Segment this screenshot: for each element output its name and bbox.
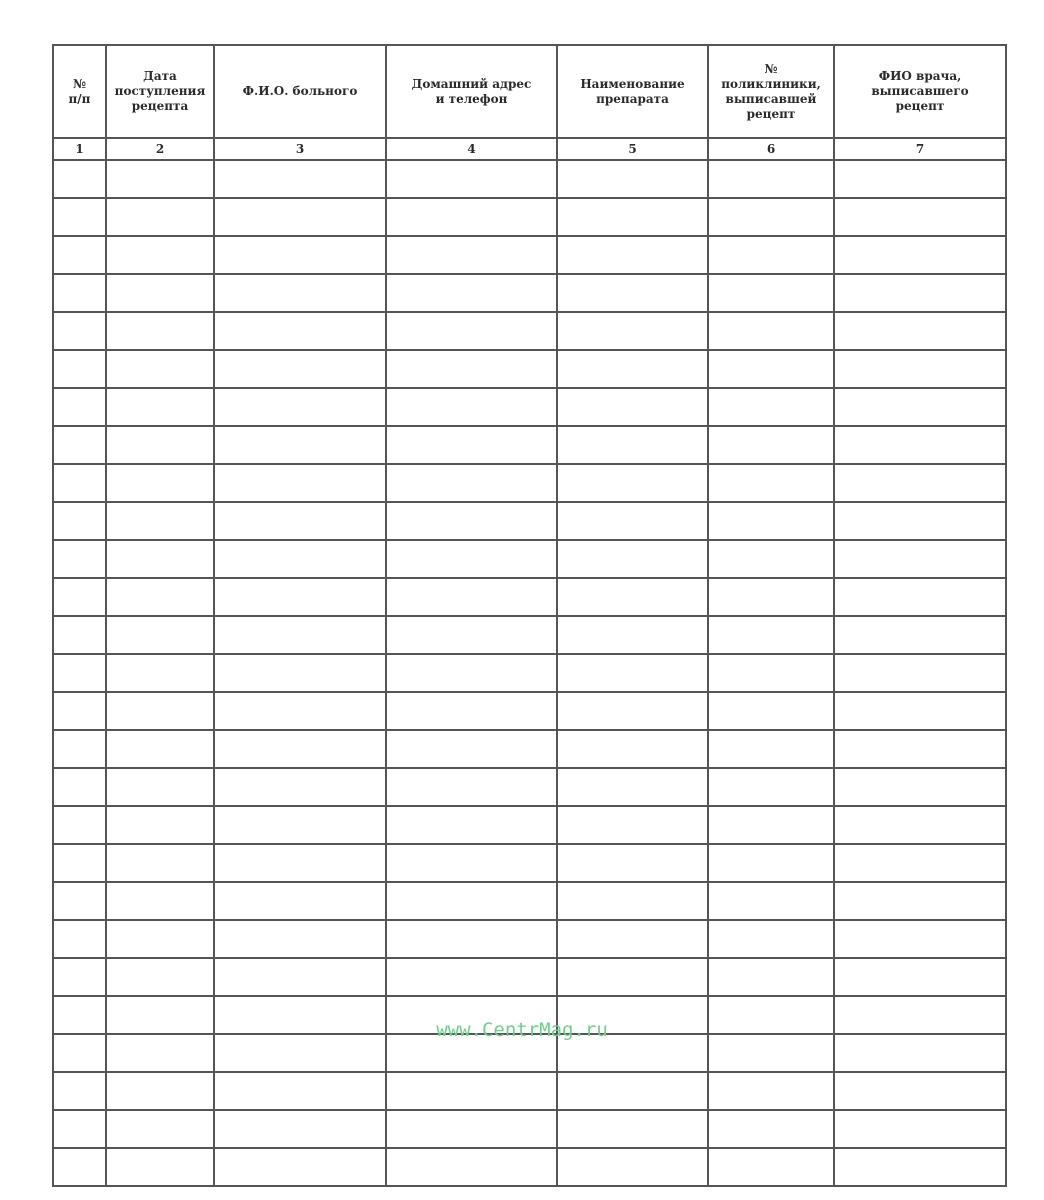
- register-body: [53, 160, 1006, 1186]
- empty-cell: [214, 844, 386, 882]
- empty-cell: [386, 654, 557, 692]
- empty-cell: [386, 426, 557, 464]
- empty-cell: [834, 388, 1006, 426]
- empty-cell: [386, 1148, 557, 1186]
- empty-cell: [386, 274, 557, 312]
- empty-cell: [106, 388, 214, 426]
- empty-cell: [708, 958, 834, 996]
- empty-cell: [386, 996, 557, 1034]
- empty-cell: [386, 350, 557, 388]
- empty-cell: [214, 958, 386, 996]
- empty-cell: [53, 844, 106, 882]
- empty-cell: [557, 730, 708, 768]
- empty-cell: [557, 578, 708, 616]
- empty-cell: [557, 692, 708, 730]
- empty-cell: [386, 464, 557, 502]
- table-row: [53, 768, 1006, 806]
- empty-cell: [834, 996, 1006, 1034]
- empty-cell: [557, 958, 708, 996]
- empty-cell: [106, 958, 214, 996]
- empty-cell: [106, 882, 214, 920]
- table-row: [53, 350, 1006, 388]
- table-row: [53, 312, 1006, 350]
- empty-cell: [386, 844, 557, 882]
- empty-cell: [214, 920, 386, 958]
- table-row: [53, 1034, 1006, 1072]
- column-header-address-phone: Домашний адрес и телефон: [386, 45, 557, 138]
- empty-cell: [834, 198, 1006, 236]
- empty-cell: [53, 806, 106, 844]
- table-row: [53, 426, 1006, 464]
- table-row: [53, 274, 1006, 312]
- table-row: [53, 1110, 1006, 1148]
- empty-cell: [106, 236, 214, 274]
- empty-cell: [214, 160, 386, 198]
- empty-cell: [386, 730, 557, 768]
- empty-cell: [386, 1072, 557, 1110]
- column-number: 3: [214, 138, 386, 160]
- table-row: [53, 1072, 1006, 1110]
- empty-cell: [106, 1148, 214, 1186]
- empty-cell: [106, 730, 214, 768]
- empty-cell: [834, 958, 1006, 996]
- header-row: [53, 45, 1006, 138]
- table-row: [53, 730, 1006, 768]
- empty-cell: [834, 464, 1006, 502]
- table-row: [53, 616, 1006, 654]
- empty-cell: [53, 996, 106, 1034]
- empty-cell: [557, 768, 708, 806]
- empty-cell: [834, 692, 1006, 730]
- table-row: [53, 882, 1006, 920]
- column-header-patient-name: Ф.И.О. больного: [214, 45, 386, 138]
- table-row: [53, 1148, 1006, 1186]
- empty-cell: [557, 464, 708, 502]
- empty-cell: [834, 1034, 1006, 1072]
- empty-cell: [53, 654, 106, 692]
- empty-cell: [106, 1034, 214, 1072]
- empty-cell: [708, 654, 834, 692]
- empty-cell: [708, 996, 834, 1034]
- empty-cell: [214, 350, 386, 388]
- empty-cell: [557, 996, 708, 1034]
- column-header-row-number: № п/п: [53, 45, 106, 138]
- empty-cell: [708, 692, 834, 730]
- table-row: [53, 920, 1006, 958]
- empty-cell: [834, 274, 1006, 312]
- empty-cell: [53, 274, 106, 312]
- empty-cell: [557, 160, 708, 198]
- empty-cell: [214, 388, 386, 426]
- empty-cell: [214, 730, 386, 768]
- empty-cell: [708, 236, 834, 274]
- table-row: [53, 464, 1006, 502]
- empty-cell: [557, 616, 708, 654]
- empty-cell: [834, 844, 1006, 882]
- empty-cell: [557, 502, 708, 540]
- empty-cell: [708, 426, 834, 464]
- empty-cell: [557, 1110, 708, 1148]
- empty-cell: [708, 616, 834, 654]
- empty-cell: [214, 768, 386, 806]
- empty-cell: [708, 160, 834, 198]
- table-row: [53, 236, 1006, 274]
- empty-cell: [106, 616, 214, 654]
- empty-cell: [53, 578, 106, 616]
- column-number: 2: [106, 138, 214, 160]
- empty-cell: [557, 1072, 708, 1110]
- empty-cell: [214, 616, 386, 654]
- empty-cell: [834, 236, 1006, 274]
- empty-cell: [106, 312, 214, 350]
- empty-cell: [834, 1110, 1006, 1148]
- empty-cell: [834, 654, 1006, 692]
- empty-cell: [708, 274, 834, 312]
- table-row: [53, 160, 1006, 198]
- empty-cell: [53, 540, 106, 578]
- empty-cell: [386, 806, 557, 844]
- empty-cell: [106, 1110, 214, 1148]
- table-row: [53, 388, 1006, 426]
- empty-cell: [386, 388, 557, 426]
- table-row: [53, 540, 1006, 578]
- empty-cell: [106, 996, 214, 1034]
- table-row: [53, 654, 1006, 692]
- empty-cell: [557, 312, 708, 350]
- empty-cell: [53, 1110, 106, 1148]
- table-row: [53, 844, 1006, 882]
- empty-cell: [708, 768, 834, 806]
- empty-cell: [214, 1072, 386, 1110]
- empty-cell: [106, 274, 214, 312]
- empty-cell: [214, 1148, 386, 1186]
- empty-cell: [834, 920, 1006, 958]
- column-number: 1: [53, 138, 106, 160]
- empty-cell: [214, 692, 386, 730]
- empty-cell: [53, 160, 106, 198]
- empty-cell: [386, 616, 557, 654]
- empty-cell: [386, 1110, 557, 1148]
- empty-cell: [708, 388, 834, 426]
- table-row: [53, 578, 1006, 616]
- empty-cell: [214, 236, 386, 274]
- empty-cell: [53, 1148, 106, 1186]
- empty-cell: [53, 958, 106, 996]
- empty-cell: [557, 198, 708, 236]
- column-header-drug-name: Наименование препарата: [557, 45, 708, 138]
- empty-cell: [834, 1072, 1006, 1110]
- empty-cell: [106, 806, 214, 844]
- empty-cell: [708, 502, 834, 540]
- empty-cell: [834, 312, 1006, 350]
- empty-cell: [214, 312, 386, 350]
- table-row: [53, 806, 1006, 844]
- empty-cell: [106, 350, 214, 388]
- empty-cell: [834, 730, 1006, 768]
- empty-cell: [386, 692, 557, 730]
- empty-cell: [708, 844, 834, 882]
- empty-cell: [53, 502, 106, 540]
- empty-cell: [53, 730, 106, 768]
- empty-cell: [386, 1034, 557, 1072]
- column-number: 7: [834, 138, 1006, 160]
- empty-cell: [53, 198, 106, 236]
- empty-cell: [106, 920, 214, 958]
- empty-cell: [53, 388, 106, 426]
- empty-cell: [106, 692, 214, 730]
- empty-cell: [214, 274, 386, 312]
- empty-cell: [557, 1148, 708, 1186]
- column-number: 4: [386, 138, 557, 160]
- empty-cell: [386, 958, 557, 996]
- empty-cell: [557, 1034, 708, 1072]
- empty-cell: [557, 844, 708, 882]
- empty-cell: [708, 730, 834, 768]
- empty-cell: [386, 198, 557, 236]
- empty-cell: [106, 768, 214, 806]
- empty-cell: [708, 1110, 834, 1148]
- empty-cell: [557, 882, 708, 920]
- column-header-receipt-date: Дата поступления рецепта: [106, 45, 214, 138]
- empty-cell: [834, 768, 1006, 806]
- empty-cell: [557, 236, 708, 274]
- table-row: [53, 996, 1006, 1034]
- empty-cell: [708, 464, 834, 502]
- empty-cell: [214, 654, 386, 692]
- empty-cell: [386, 768, 557, 806]
- empty-cell: [386, 882, 557, 920]
- empty-cell: [386, 540, 557, 578]
- empty-cell: [106, 198, 214, 236]
- empty-cell: [106, 160, 214, 198]
- empty-cell: [708, 350, 834, 388]
- empty-cell: [53, 920, 106, 958]
- empty-cell: [834, 806, 1006, 844]
- empty-cell: [708, 1034, 834, 1072]
- empty-cell: [53, 692, 106, 730]
- empty-cell: [386, 236, 557, 274]
- empty-cell: [106, 502, 214, 540]
- column-number: 6: [708, 138, 834, 160]
- empty-cell: [53, 768, 106, 806]
- empty-cell: [557, 654, 708, 692]
- empty-cell: [214, 426, 386, 464]
- empty-cell: [834, 616, 1006, 654]
- table-row: [53, 692, 1006, 730]
- column-header-doctor-name: ФИО врача, выписавшего рецепт: [834, 45, 1006, 138]
- empty-cell: [834, 1148, 1006, 1186]
- empty-cell: [834, 882, 1006, 920]
- empty-cell: [214, 198, 386, 236]
- empty-cell: [53, 882, 106, 920]
- empty-cell: [214, 464, 386, 502]
- empty-cell: [106, 844, 214, 882]
- empty-cell: [53, 312, 106, 350]
- empty-cell: [834, 578, 1006, 616]
- empty-cell: [557, 806, 708, 844]
- empty-cell: [214, 996, 386, 1034]
- empty-cell: [557, 540, 708, 578]
- empty-cell: [386, 160, 557, 198]
- empty-cell: [214, 1034, 386, 1072]
- empty-cell: [106, 426, 214, 464]
- empty-cell: [214, 882, 386, 920]
- empty-cell: [106, 540, 214, 578]
- empty-cell: [106, 1072, 214, 1110]
- empty-cell: [708, 312, 834, 350]
- empty-cell: [834, 160, 1006, 198]
- empty-cell: [214, 540, 386, 578]
- empty-cell: [386, 578, 557, 616]
- empty-cell: [53, 1034, 106, 1072]
- empty-cell: [834, 426, 1006, 464]
- empty-cell: [708, 540, 834, 578]
- empty-cell: [53, 1072, 106, 1110]
- empty-cell: [53, 350, 106, 388]
- empty-cell: [386, 920, 557, 958]
- empty-cell: [557, 350, 708, 388]
- empty-cell: [53, 426, 106, 464]
- empty-cell: [106, 464, 214, 502]
- empty-cell: [214, 578, 386, 616]
- empty-cell: [53, 464, 106, 502]
- empty-cell: [557, 388, 708, 426]
- column-header-clinic-number: № поликлиники, выписавшей рецепт: [708, 45, 834, 138]
- empty-cell: [557, 274, 708, 312]
- table-row: [53, 502, 1006, 540]
- empty-cell: [53, 236, 106, 274]
- empty-cell: [708, 578, 834, 616]
- register-form: [52, 44, 1005, 1187]
- column-number-row: [53, 138, 1006, 160]
- empty-cell: [214, 502, 386, 540]
- empty-cell: [214, 806, 386, 844]
- empty-cell: [708, 920, 834, 958]
- empty-cell: [834, 350, 1006, 388]
- empty-cell: [386, 312, 557, 350]
- empty-cell: [834, 502, 1006, 540]
- prescription-register-table: [52, 44, 1007, 1187]
- empty-cell: [708, 806, 834, 844]
- empty-cell: [106, 578, 214, 616]
- empty-cell: [557, 426, 708, 464]
- table-row: [53, 198, 1006, 236]
- empty-cell: [708, 198, 834, 236]
- empty-cell: [53, 616, 106, 654]
- watermark-text: www.CentrMag.ru: [436, 1019, 608, 1041]
- empty-cell: [834, 540, 1006, 578]
- column-number: 5: [557, 138, 708, 160]
- empty-cell: [214, 1110, 386, 1148]
- empty-cell: [106, 654, 214, 692]
- empty-cell: [386, 502, 557, 540]
- empty-cell: [708, 1148, 834, 1186]
- empty-cell: [708, 1072, 834, 1110]
- table-row: [53, 958, 1006, 996]
- empty-cell: [557, 920, 708, 958]
- empty-cell: [708, 882, 834, 920]
